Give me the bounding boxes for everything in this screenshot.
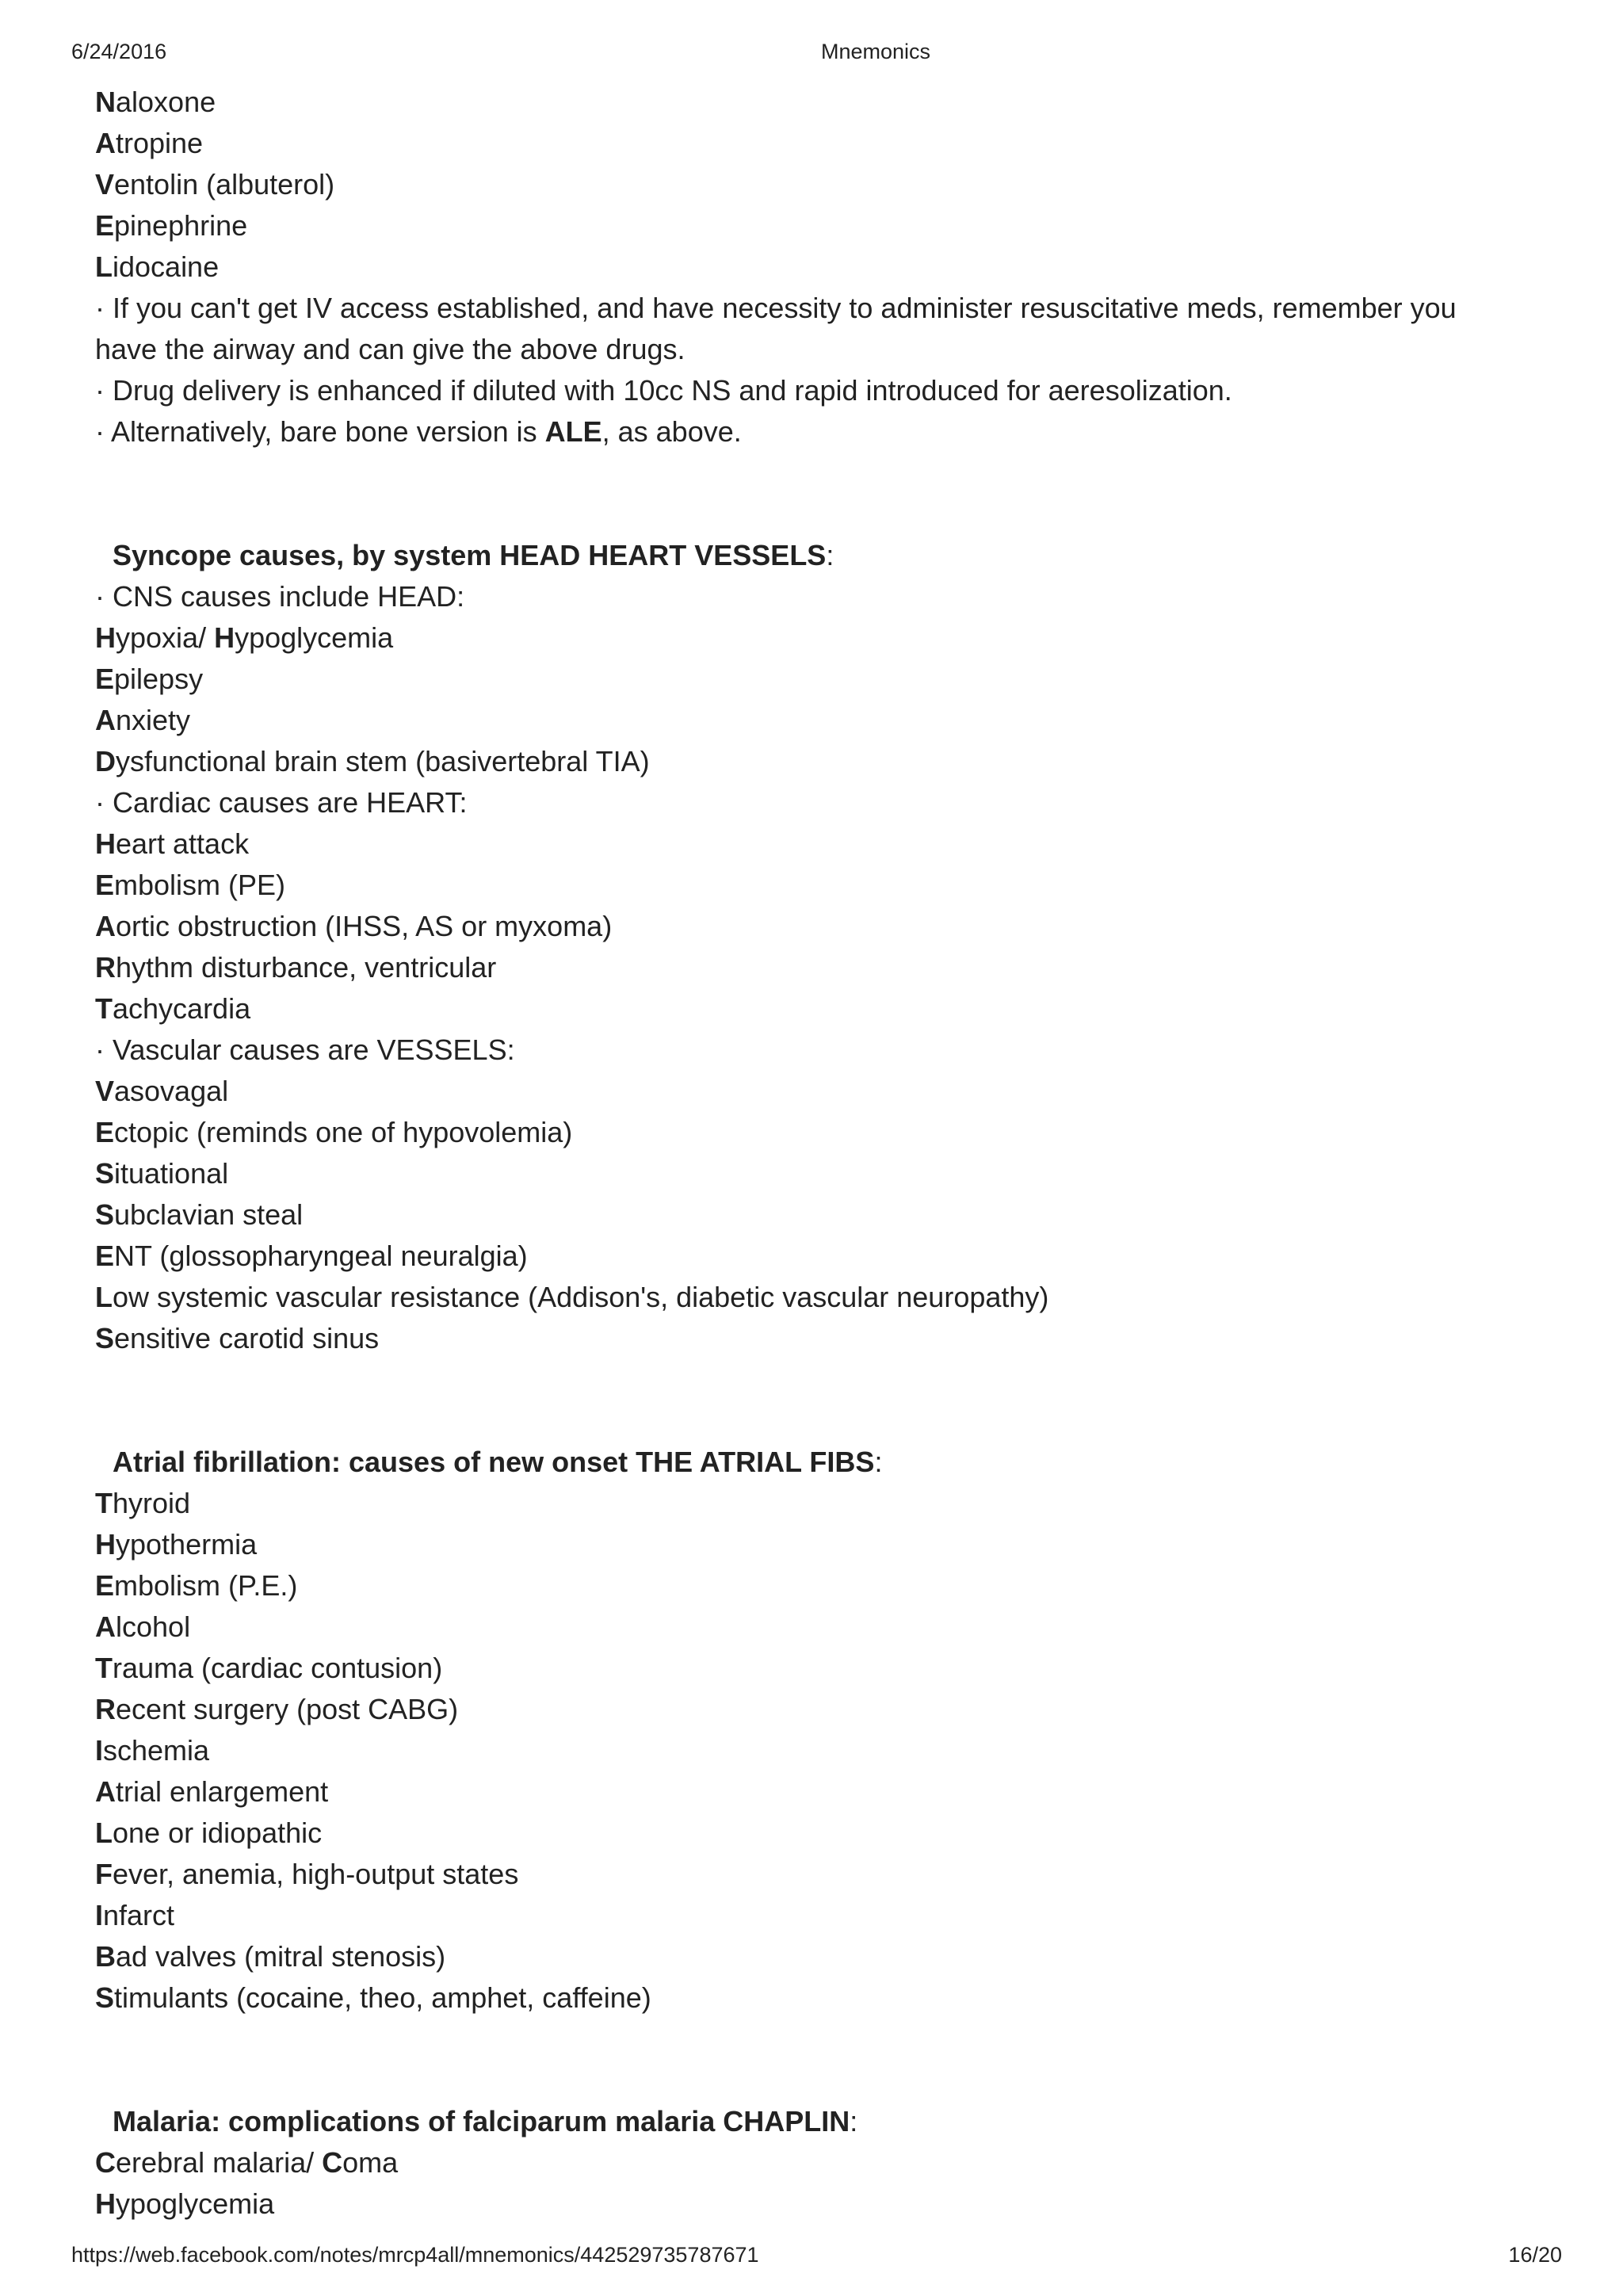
line-text: , as above. (601, 415, 742, 448)
line-text: ever, anemia, high-output states (113, 1858, 519, 1890)
mnemonic-letter: L (95, 1281, 113, 1313)
mnemonic-item (95, 123, 1490, 164)
line-text: lcohol (116, 1610, 191, 1643)
mnemonic-item (95, 205, 1490, 246)
mnemonic-item (95, 246, 1490, 288)
mnemonic-letter: T (95, 1487, 113, 1519)
mnemonic-letter: E (95, 1116, 115, 1148)
line-text: ysfunctional brain stem (basivertebral TIA) (116, 745, 650, 777)
mnemonic-item (95, 988, 1490, 1030)
line-text: mbolism (PE) (114, 869, 286, 901)
line-text: hyroid (113, 1487, 191, 1519)
section-spacer (95, 453, 1490, 535)
mnemonic-letter: D (95, 745, 116, 777)
mnemonic-letter: I (95, 1734, 104, 1767)
note-paragraph: · If you can't get IV access established, and have necessity to administer resuscitative meds, remember you have the airway and can give the above drugs. (95, 292, 1457, 365)
line-text: ortic obstruction (IHSS, AS or myxoma) (116, 910, 613, 942)
mnemonic-item (95, 1813, 1490, 1854)
mnemonic-letter: Malaria: complications of falciparum malaria CHAPLIN (113, 2105, 850, 2137)
mnemonic-letter: I (95, 1899, 104, 1931)
mnemonic-item (95, 1854, 1490, 1895)
mnemonic-item (95, 1112, 1490, 1153)
footer-url: https://web.facebook.com/notes/mrcp4all/mnemonics/442529735787671 (71, 2243, 759, 2267)
section-spacer (95, 1359, 1490, 1442)
line-text: nfarct (103, 1899, 175, 1931)
mnemonic-item (95, 865, 1490, 906)
mnemonic-item (95, 2183, 1490, 2225)
document-body (95, 82, 1490, 2225)
header-date: 6/24/2016 (71, 40, 167, 63)
mnemonic-letter: A (95, 127, 116, 159)
mnemonic-letter: B (95, 1940, 116, 1973)
mnemonic-section (95, 82, 1490, 453)
line-text: oma (342, 2146, 399, 2179)
mnemonic-item (95, 1895, 1490, 1936)
section-heading (95, 1442, 1490, 1483)
header-title: Mnemonics (820, 40, 931, 63)
line-text: one or idiopathic (113, 1817, 323, 1849)
mnemonic-section (95, 1442, 1490, 2019)
line-text: ypothermia (116, 1528, 258, 1561)
line-text: ow systemic vascular resistance (Addison's, diabetic vascular neuropathy) (113, 1281, 1049, 1313)
mnemonic-item (95, 1071, 1490, 1112)
line-text: ypoglycemia (116, 2187, 275, 2220)
mnemonic-item (95, 1936, 1490, 1977)
line-text: schemia (103, 1734, 210, 1767)
line-text: timulants (cocaine, theo, amphet, caffeine) (114, 1981, 651, 2014)
mnemonic-letter: N (95, 86, 116, 118)
mnemonic-letter: E (95, 663, 115, 695)
mnemonic-item (95, 1483, 1490, 1524)
mnemonic-letter: A (95, 1610, 116, 1643)
mnemonic-letter: T (95, 992, 113, 1025)
mnemonic-letter: Syncope causes, by system HEAD HEART VESSELS (113, 539, 827, 571)
line-text: nxiety (116, 704, 191, 736)
line-text: pilepsy (114, 663, 204, 695)
mnemonic-item (95, 906, 1490, 947)
mnemonic-item (95, 1648, 1490, 1689)
mnemonic-letter: T (95, 1652, 113, 1684)
line-text: : (850, 2105, 858, 2137)
mnemonic-letter: ALE (544, 415, 602, 448)
mnemonic-item (95, 947, 1490, 988)
mnemonic-item (95, 700, 1490, 741)
mnemonic-item (95, 1318, 1490, 1359)
mnemonic-letter: C (322, 2146, 343, 2179)
line-text: asovagal (114, 1075, 229, 1107)
section-spacer (95, 2019, 1490, 2101)
mnemonic-letter: S (95, 1981, 115, 2014)
line-text: erebral malaria/ (116, 2146, 323, 2179)
mnemonic-letter: A (95, 704, 116, 736)
mnemonic-item (95, 1524, 1490, 1565)
note-line: · CNS causes include HEAD: (95, 580, 465, 613)
mnemonic-letter: R (95, 1693, 116, 1725)
line-text: ypoxia/ (116, 621, 215, 654)
mnemonic-item (95, 741, 1490, 782)
line-text: achycardia (113, 992, 251, 1025)
line-text: : (826, 539, 834, 571)
line-text: rauma (cardiac contusion) (113, 1652, 443, 1684)
line-text: eart attack (116, 827, 250, 860)
mnemonic-item (95, 1236, 1490, 1277)
mnemonic-letter: V (95, 168, 115, 201)
mnemonic-letter: S (95, 1157, 115, 1190)
line-text: ypoglycemia (235, 621, 394, 654)
mnemonic-letter: H (95, 1528, 116, 1561)
mnemonic-letter: F (95, 1858, 113, 1890)
line-text: tropine (116, 127, 204, 159)
line-text: : (874, 1446, 883, 1478)
line-text: ecent surgery (post CABG) (116, 1693, 459, 1725)
line-text: trial enlargement (116, 1775, 329, 1808)
mnemonic-section (95, 535, 1490, 1359)
mnemonic-item (95, 1277, 1490, 1318)
mnemonic-letter: H (214, 621, 235, 654)
line-text: mbolism (P.E.) (114, 1569, 298, 1602)
note-line: · Vascular causes are VESSELS: (95, 1033, 515, 1066)
mnemonic-letter: E (95, 1569, 115, 1602)
line-text: ensitive carotid sinus (114, 1322, 380, 1354)
mnemonic-item (95, 659, 1490, 700)
footer-page-number: 16/20 (1508, 2243, 1562, 2267)
mnemonic-item (95, 164, 1490, 205)
mnemonic-letter: L (95, 250, 113, 283)
mnemonic-letter: H (95, 621, 116, 654)
line-text: NT (glossopharyngeal neuralgia) (114, 1240, 528, 1272)
mnemonic-item (95, 823, 1490, 865)
line-text: ituational (114, 1157, 229, 1190)
mnemonic-item (95, 1153, 1490, 1194)
mnemonic-letter: A (95, 910, 116, 942)
mnemonic-item (95, 1689, 1490, 1730)
mnemonic-letter: R (95, 951, 116, 984)
mnemonic-letter: S (95, 1198, 115, 1231)
mnemonic-letter: Atrial fibrillation: causes of new onset THE ATRIAL FIBS (113, 1446, 875, 1478)
line-text: · Alternatively, bare bone version is (95, 415, 545, 448)
note-line (95, 411, 1490, 453)
mnemonic-section (95, 2101, 1490, 2225)
mnemonic-letter: H (95, 2187, 116, 2220)
mnemonic-item (95, 1977, 1490, 2019)
mnemonic-letter: C (95, 2146, 116, 2179)
mnemonic-letter: E (95, 1240, 115, 1272)
mnemonic-item (95, 2142, 1490, 2183)
mnemonic-letter: A (95, 1775, 116, 1808)
mnemonic-item (95, 82, 1490, 123)
mnemonic-item (95, 617, 1490, 659)
mnemonic-item (95, 1606, 1490, 1648)
mnemonic-letter: E (95, 869, 115, 901)
mnemonic-item (95, 1565, 1490, 1606)
line-text: ctopic (reminds one of hypovolemia) (114, 1116, 573, 1148)
mnemonic-letter: V (95, 1075, 115, 1107)
line-text: entolin (albuterol) (114, 168, 335, 201)
note-line: · Drug delivery is enhanced if diluted with 10cc NS and rapid introduced for aeresolization. (95, 374, 1232, 407)
mnemonic-letter: E (95, 209, 115, 242)
mnemonic-letter: H (95, 827, 116, 860)
mnemonic-letter: S (95, 1322, 115, 1354)
mnemonic-letter: L (95, 1817, 113, 1849)
line-text: idocaine (113, 250, 220, 283)
line-text: aloxone (116, 86, 216, 118)
mnemonic-item (95, 1194, 1490, 1236)
mnemonic-item (95, 1730, 1490, 1771)
line-text: hythm disturbance, ventricular (116, 951, 497, 984)
section-heading (95, 2101, 1490, 2142)
line-text: ad valves (mitral stenosis) (116, 1940, 446, 1973)
note-line: · Cardiac causes are HEART: (95, 786, 468, 819)
section-heading (95, 535, 1490, 576)
mnemonic-item (95, 1771, 1490, 1813)
line-text: ubclavian steal (114, 1198, 304, 1231)
line-text: pinephrine (114, 209, 248, 242)
